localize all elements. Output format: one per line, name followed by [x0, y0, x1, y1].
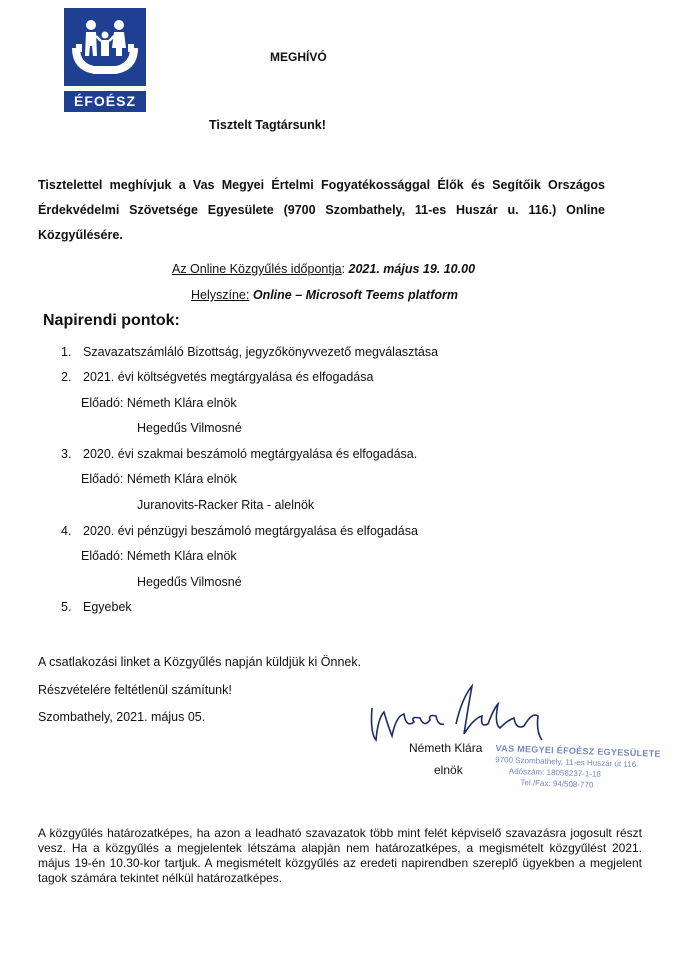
document-title: MEGHÍVÓ	[270, 50, 327, 64]
family-hands-icon	[64, 8, 146, 86]
meeting-place-line	[191, 288, 458, 302]
meeting-place-label: Helyszíne:	[191, 288, 250, 302]
agenda-item-number: 2.	[61, 370, 72, 384]
organization-stamp	[494, 743, 661, 793]
efoesz-logo	[64, 8, 146, 86]
meeting-time-value: 2021. május 19. 10.00	[348, 262, 476, 276]
agenda-item-text: Szavazatszámláló Bizottság, jegyzőkönyvvezető megválasztása	[83, 345, 439, 359]
link-note: A csatlakozási linket a Közgyűlés napján küldjük ki Önnek.	[38, 655, 362, 669]
signatory-name: Németh Klára	[409, 741, 483, 755]
intro-paragraph: Tisztelettel meghívjuk a Vas Megyei Értelmi Fogyatékossággal Élők és Segítőik Országos Érdekvédelmi Szövetsége Egyesülete (9700 Szombathely, 11-es Huszár u. 116.) Online Közgyűlésére.	[38, 178, 605, 242]
agenda-item-text: 2020. évi pénzügyi beszámoló megtárgyalása és elfogadása	[83, 524, 418, 538]
agenda-item-2	[61, 370, 373, 384]
agenda-item-co-presenter: Hegedűs Vilmosné	[137, 575, 242, 589]
agenda-item-presenter: Előadó: Németh Klára elnök	[81, 396, 237, 410]
stamp-phone: Tel./Fax: 94/508-770	[520, 778, 594, 790]
agenda-item-4	[61, 524, 418, 538]
participation-note: Részvételére feltétlenül számítunk!	[38, 683, 232, 697]
place-date: Szombathely, 2021. május 05.	[38, 710, 206, 724]
signatory-role: elnök	[434, 763, 463, 777]
greeting: Tisztelt Tagtársunk!	[209, 118, 326, 132]
agenda-item-number: 5.	[61, 600, 72, 614]
handwritten-signature	[364, 678, 564, 748]
logo-text: ÉFOÉSZ	[64, 91, 146, 112]
agenda-item-co-presenter: Juranovits-Racker Rita - alelnök	[137, 498, 315, 512]
agenda-item-text: Egyebek	[83, 600, 132, 614]
stamp-title: VAS MEGYEI ÉFOÉSZ EGYESÜLETE	[495, 743, 661, 759]
agenda-item-5	[61, 600, 132, 614]
stamp-tax-number: Adószám: 18058237-1-18	[508, 766, 602, 779]
agenda-item-text: 2020. évi szakmai beszámoló megtárgyalása és elfogadása.	[83, 447, 418, 461]
agenda-item-number: 4.	[61, 524, 72, 538]
agenda-item-co-presenter: Hegedűs Vilmosné	[137, 421, 242, 435]
agenda-item-presenter: Előadó: Németh Klára elnök	[81, 472, 237, 486]
agenda-item-presenter: Előadó: Németh Klára elnök	[81, 549, 237, 563]
agenda-item-text: 2021. évi költségvetés megtárgyalása és elfogadása	[83, 370, 374, 384]
agenda-item-1	[61, 345, 438, 359]
meeting-place-value: Online – Microsoft Teems platform	[252, 288, 458, 302]
agenda-title: Napirendi pontok:	[43, 312, 180, 329]
meeting-time-line	[172, 262, 475, 276]
quorum-note: A közgyűlés határozatképes, ha azon a leadható szavazatok több mint felét képviselő szavazásra jogosult részt vesz. Ha a közgyűlés a megjelentek létszáma alapján nem határozatképes, a megismételt közgyűlést 2021. május 19-én 10.30-kor tartjuk. A megismételt közgyűlés az eredeti napirendben szereplő ügyekben a megjelent tagok számára tekintet nélkül határozatképes.	[38, 826, 642, 885]
agenda-item-number: 3.	[61, 447, 72, 461]
stamp-address: 9700 Szombathely, 11-es Huszár út 116.	[495, 755, 639, 770]
meeting-time-label: Az Online Közgyűlés időpontja	[172, 262, 342, 276]
agenda-item-3	[61, 447, 417, 461]
meeting-time-separator: :	[341, 262, 346, 276]
agenda-item-number: 1.	[61, 345, 72, 359]
